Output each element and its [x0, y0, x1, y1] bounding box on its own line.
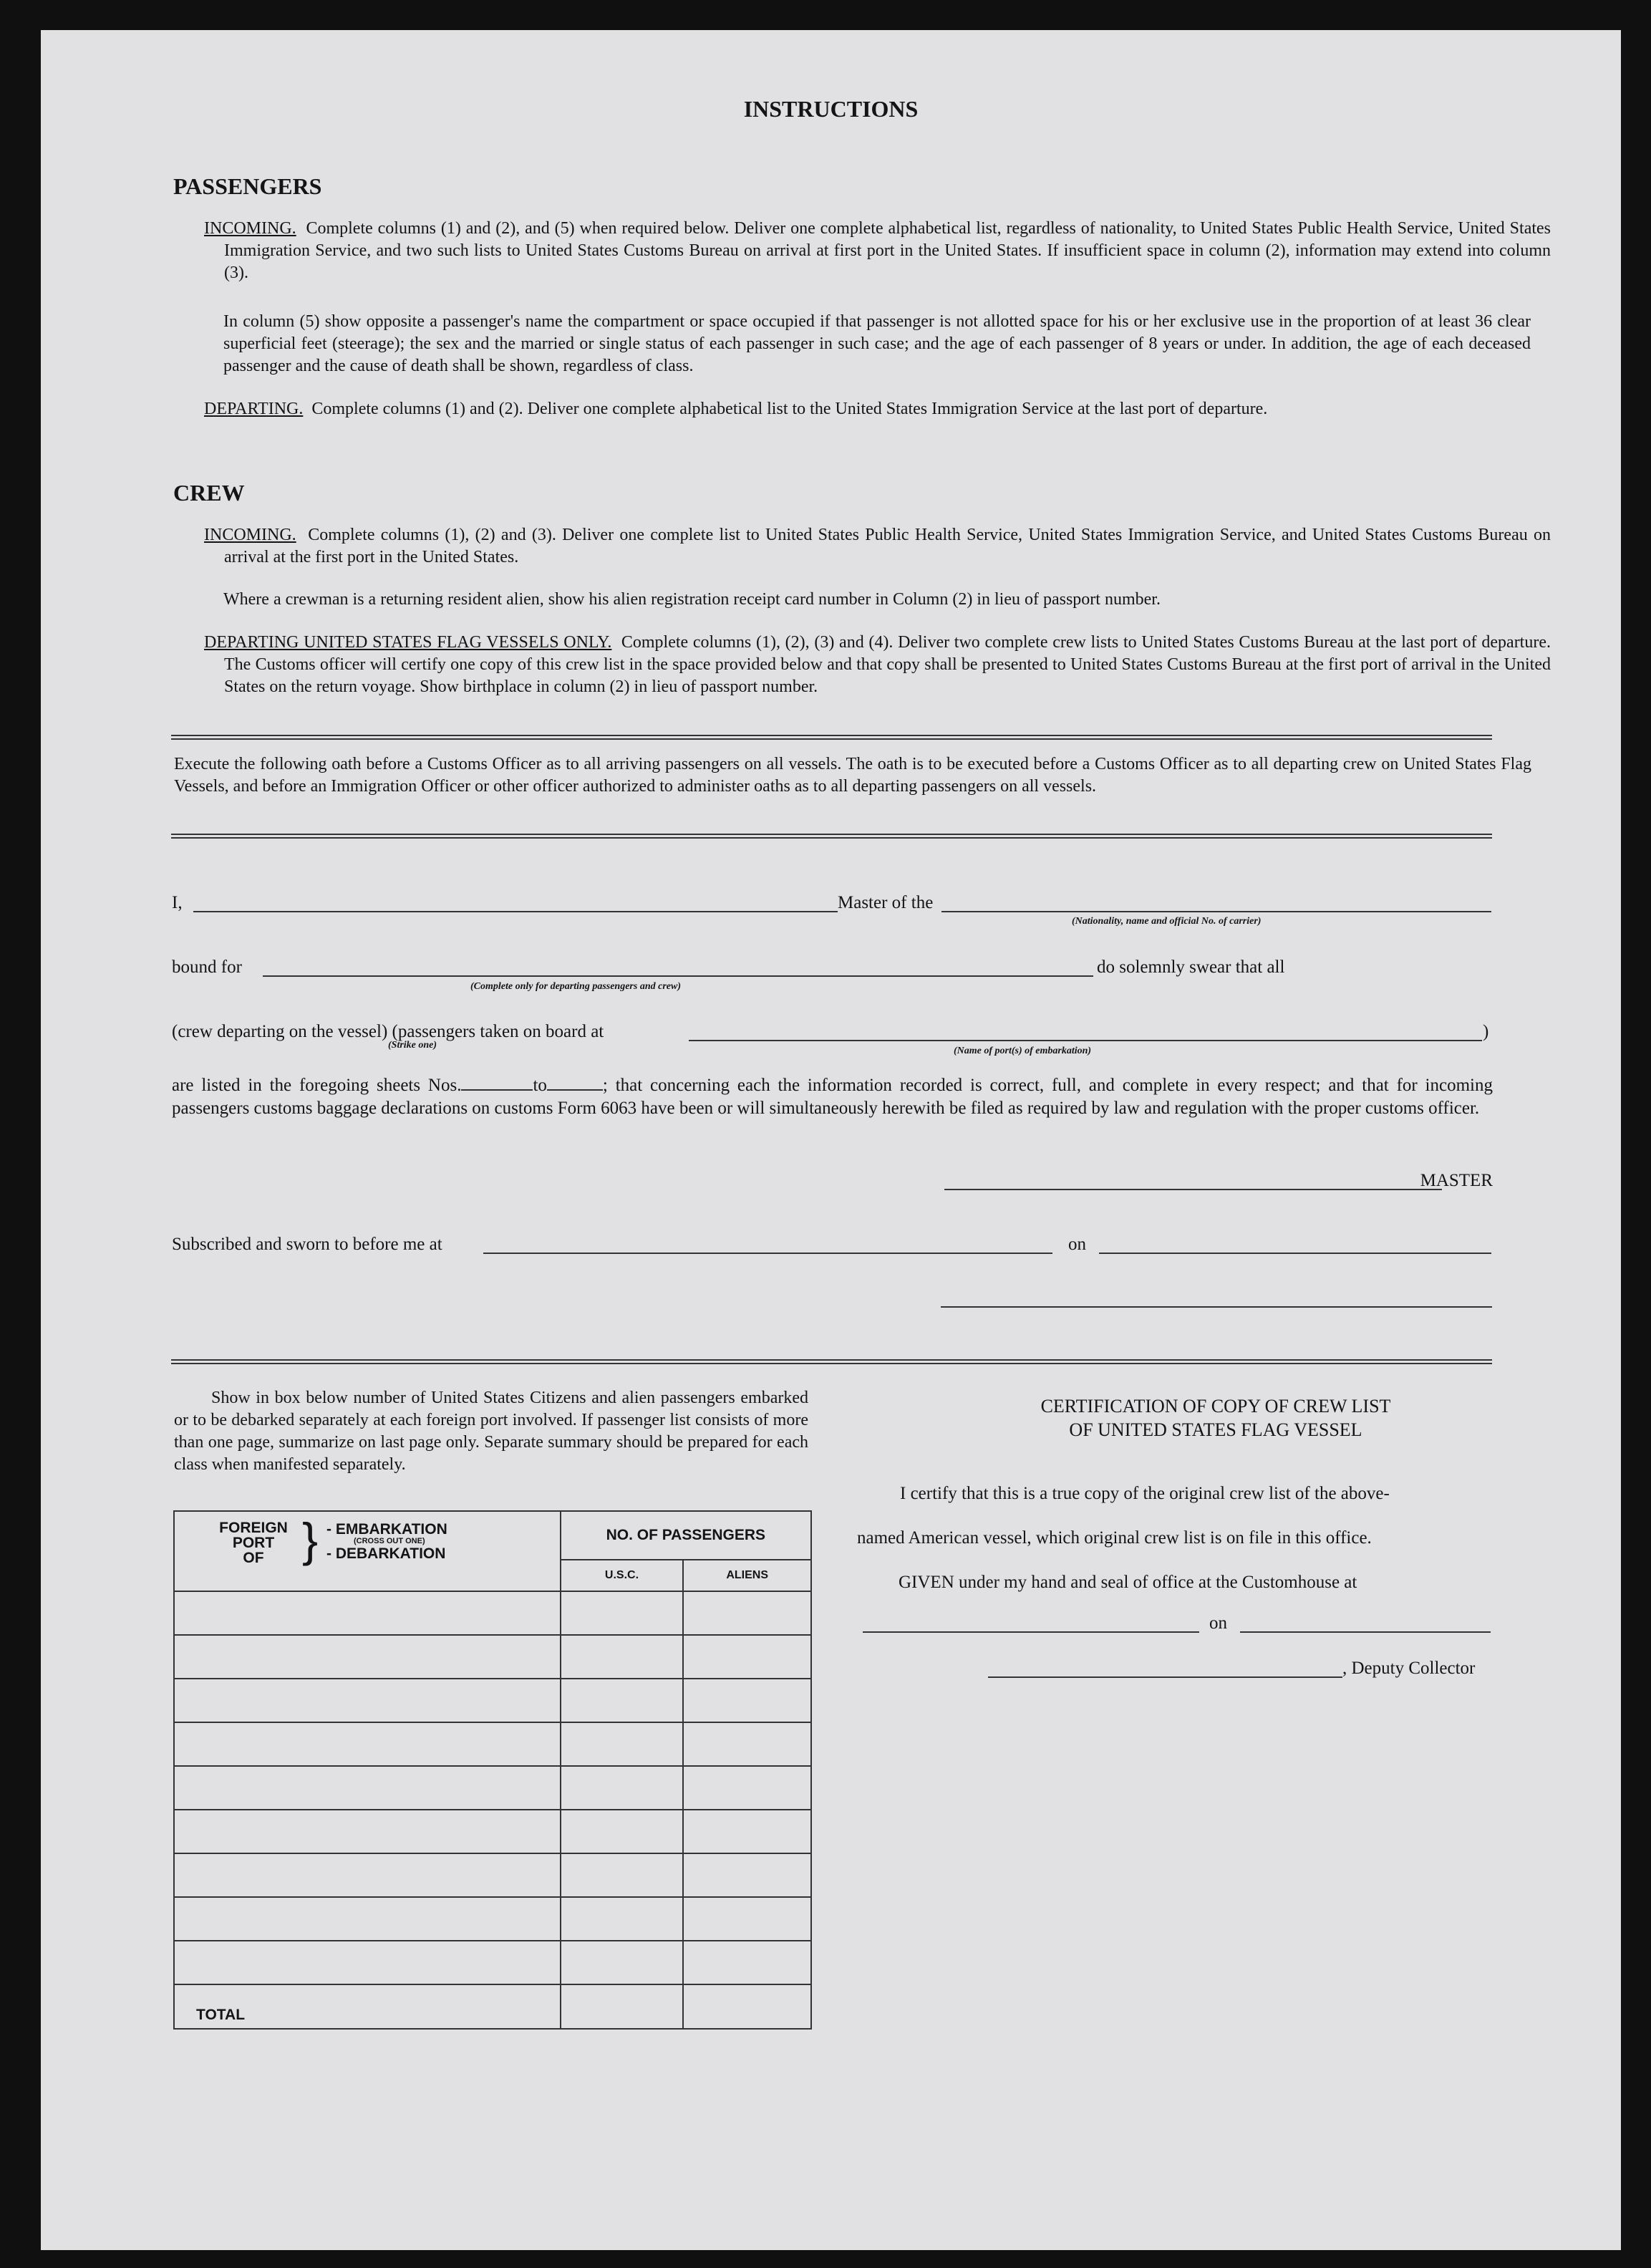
usc-total-cell[interactable]: [561, 1984, 684, 2029]
crew-incoming-text: Complete columns (1), (2) and (3). Deliver one complete list to United States Public Health Service, United States Immigration Service, and United States Customs Bureau on arrival at the first port in the United States.: [224, 526, 1551, 566]
port-caption: (Name of port(s) of embarkation): [954, 1046, 1092, 1056]
aliens-cell[interactable]: [683, 1679, 811, 1722]
brace-glyph: }: [302, 1513, 319, 1566]
certify-line2: named American vessel, which original crew list is on file in this office.: [857, 1528, 1372, 1548]
aliens-total-cell[interactable]: [683, 1984, 811, 2029]
page-title: INSTRUCTIONS: [743, 96, 919, 122]
nationality-caption: (Nationality, name and official No. of carrier): [1072, 916, 1262, 927]
crew-incoming: [204, 524, 1551, 569]
deputy-collector-label: , Deputy Collector: [1342, 1659, 1476, 1678]
port-cell[interactable]: [174, 1635, 561, 1679]
table-row: [174, 1635, 811, 1679]
table-row: [174, 1897, 811, 1941]
oath-instruction: Execute the following oath before a Customs Officer as to all arriving passengers on all vessels. The oath is to be executed before a Customs Officer as to all departing crew on United States Flag Vessels, and before an Immigration Officer or other officer authorized to administer oaths as to all departing passengers on all vessels.: [174, 755, 1531, 796]
port-cell[interactable]: [174, 1810, 561, 1853]
aliens-cell[interactable]: [683, 1897, 811, 1941]
listed-paragraph: [172, 1074, 1493, 1120]
port-cell[interactable]: [174, 1853, 561, 1897]
listed-text: ; that concerning each the information recorded is correct, full, and complete in every respect; and that for incoming passengers customs baggage declarations on customs Form 6063 have been or will simultaneously herewith be filed as required by law and regulation with the proper customs officer.: [172, 1076, 1493, 1118]
passengers-column5: In column (5) show opposite a passenger's name the compartment or space occupied if that passenger is not allotted space for his or her exclusive use in the proportion of at least 36 clear superficial feet (steerage); the sex and the married or single status of each passenger in such case; and the age of each passenger of 8 years or under. In addition, the age of each deceased passenger and the cause of death shall be shown, regardless of class.: [223, 312, 1531, 375]
foreign-label: FOREIGN: [219, 1520, 288, 1536]
table-row: [174, 1810, 811, 1853]
passengers-departing-lead: DEPARTING.: [204, 400, 304, 418]
table-row: [174, 1766, 811, 1810]
crew-resident: Where a crewman is a returning resident alien, show his alien registration receipt card number in Column (2) in lieu of passport number.: [223, 590, 1161, 609]
listed-prefix: are listed in the foregoing sheets Nos.: [172, 1076, 462, 1095]
deputy-signature-field[interactable]: [988, 1676, 1342, 1678]
passengers-incoming-lead: INCOMING.: [204, 219, 296, 238]
certify-line1: I certify that this is a true copy of the original crew list of the above-: [900, 1484, 1390, 1503]
table-row: [174, 1941, 811, 1984]
officer-signature-field[interactable]: [941, 1306, 1492, 1308]
usc-cell[interactable]: [561, 1679, 684, 1722]
cross-out-label: (CROSS OUT ONE): [354, 1537, 425, 1545]
customhouse-field[interactable]: [863, 1631, 1199, 1633]
bound-for-field[interactable]: [263, 975, 1093, 977]
debarkation-label: - DEBARKATION: [326, 1545, 446, 1562]
bound-for-label: bound for: [172, 957, 242, 977]
subscribed-place-field[interactable]: [483, 1253, 1052, 1254]
crew-departing-text: Complete columns (1), (2), (3) and (4). Deliver two complete crew lists to United States Customs Bureau at the last port of departure. The Customs officer will certify one copy of this crew list in the space provided below and that copy shall be presented to United States Customs Bureau at the first port of arrival in the United States on the return voyage. Show birthplace in column (2) in lieu of passport number.: [224, 633, 1551, 696]
swear-label: do solemnly swear that all: [1097, 957, 1285, 977]
total-label: TOTAL: [174, 1984, 561, 2029]
port-cell[interactable]: [174, 1941, 561, 1984]
certify-on-label: on: [1209, 1613, 1227, 1633]
aliens-cell[interactable]: [683, 1722, 811, 1766]
usc-cell[interactable]: [561, 1853, 684, 1897]
sheet-from-field[interactable]: [461, 1079, 533, 1091]
crew-heading: CREW: [173, 480, 245, 506]
usc-cell[interactable]: [561, 1897, 684, 1941]
of-label: OF: [243, 1550, 264, 1566]
port-cell[interactable]: [174, 1591, 561, 1635]
form-page: [41, 30, 1621, 2250]
sheet-to-field[interactable]: [547, 1079, 603, 1091]
port-header-cell: [174, 1511, 561, 1591]
usc-cell[interactable]: [561, 1722, 684, 1766]
usc-cell[interactable]: [561, 1941, 684, 1984]
total-row: [174, 1984, 811, 2029]
aliens-cell[interactable]: [683, 1591, 811, 1635]
passengers-incoming: [204, 218, 1551, 284]
passenger-summary-table: [173, 1510, 812, 2030]
table-row: [174, 1722, 811, 1766]
aliens-cell[interactable]: [683, 1635, 811, 1679]
port-cell[interactable]: [174, 1722, 561, 1766]
aliens-header: ALIENS: [683, 1560, 811, 1591]
certify-line3: GIVEN under my hand and seal of office at the Customhouse at: [899, 1573, 1357, 1592]
summary-instruction: Show in box below number of United States Citizens and alien passengers embarked or to be debarked separately at each foreign port involved. If passenger list consists of more than one page, summarize on last page only. Separate summary should be prepared for each class when manifested separately.: [174, 1389, 808, 1474]
aliens-cell[interactable]: [683, 1810, 811, 1853]
aliens-cell[interactable]: [683, 1766, 811, 1810]
table-row: [174, 1853, 811, 1897]
usc-cell[interactable]: [561, 1591, 684, 1635]
crew-departing: [204, 632, 1551, 698]
port-field[interactable]: [689, 1040, 1482, 1041]
table-row: [174, 1679, 811, 1722]
divider: [171, 834, 1492, 835]
passengers-departing-text: Complete columns (1) and (2). Deliver one complete alphabetical list to the United States Immigration Service at the last port of departure.: [311, 400, 1268, 418]
name-field[interactable]: [193, 911, 838, 912]
divider: [171, 1359, 1492, 1361]
no-passengers-header: NO. OF PASSENGERS: [561, 1511, 811, 1560]
usc-cell[interactable]: [561, 1766, 684, 1810]
close-paren: ): [1483, 1022, 1489, 1041]
crew-departing-lead: DEPARTING UNITED STATES FLAG VESSELS ONLY.: [204, 633, 612, 652]
crew-departing-label: (crew departing on the vessel) (passengers taken on board at: [172, 1022, 604, 1041]
table-row: [174, 1591, 811, 1635]
certification-title: [857, 1394, 1574, 1442]
master-signature-field[interactable]: [944, 1189, 1442, 1190]
divider: [171, 735, 1492, 736]
embarkation-label: - EMBARKATION: [326, 1521, 447, 1538]
subscribed-date-field[interactable]: [1099, 1253, 1491, 1254]
master-of-label: Master of the: [838, 893, 934, 912]
certification-title-line1: CERTIFICATION OF COPY OF CREW LIST: [1040, 1396, 1391, 1417]
port-cell[interactable]: [174, 1766, 561, 1810]
complete-caption: (Complete only for departing passengers and crew): [470, 981, 681, 992]
to-label: to: [533, 1076, 547, 1095]
port-cell[interactable]: [174, 1679, 561, 1722]
aliens-cell[interactable]: [683, 1853, 811, 1897]
usc-header: U.S.C.: [561, 1560, 684, 1591]
passengers-departing: [204, 398, 1551, 420]
port-cell[interactable]: [174, 1897, 561, 1941]
passengers-incoming-text: Complete columns (1) and (2), and (5) when required below. Deliver one complete alphabetical list, regardless of nationality, to United States Public Health Service, United States Immigration Service, and two such lists to United States Customs Bureau on arrival at first port in the United States. If insufficient space in column (2), information may extend into column (3).: [224, 219, 1551, 282]
subscribed-label: Subscribed and sworn to before me at: [172, 1235, 442, 1254]
passengers-heading: PASSENGERS: [173, 173, 322, 199]
usc-cell[interactable]: [561, 1635, 684, 1679]
usc-cell[interactable]: [561, 1810, 684, 1853]
certification-title-line2: OF UNITED STATES FLAG VESSEL: [1069, 1419, 1362, 1440]
strike-caption: (Strike one): [388, 1040, 437, 1051]
master-label: MASTER: [1420, 1171, 1493, 1190]
on-label: on: [1068, 1235, 1086, 1254]
crew-incoming-lead: INCOMING.: [204, 526, 296, 544]
certify-date-field[interactable]: [1240, 1631, 1491, 1633]
carrier-field[interactable]: [941, 911, 1491, 912]
aliens-cell[interactable]: [683, 1941, 811, 1984]
port-label: PORT: [232, 1535, 275, 1551]
oath-i-label: I,: [172, 893, 183, 912]
